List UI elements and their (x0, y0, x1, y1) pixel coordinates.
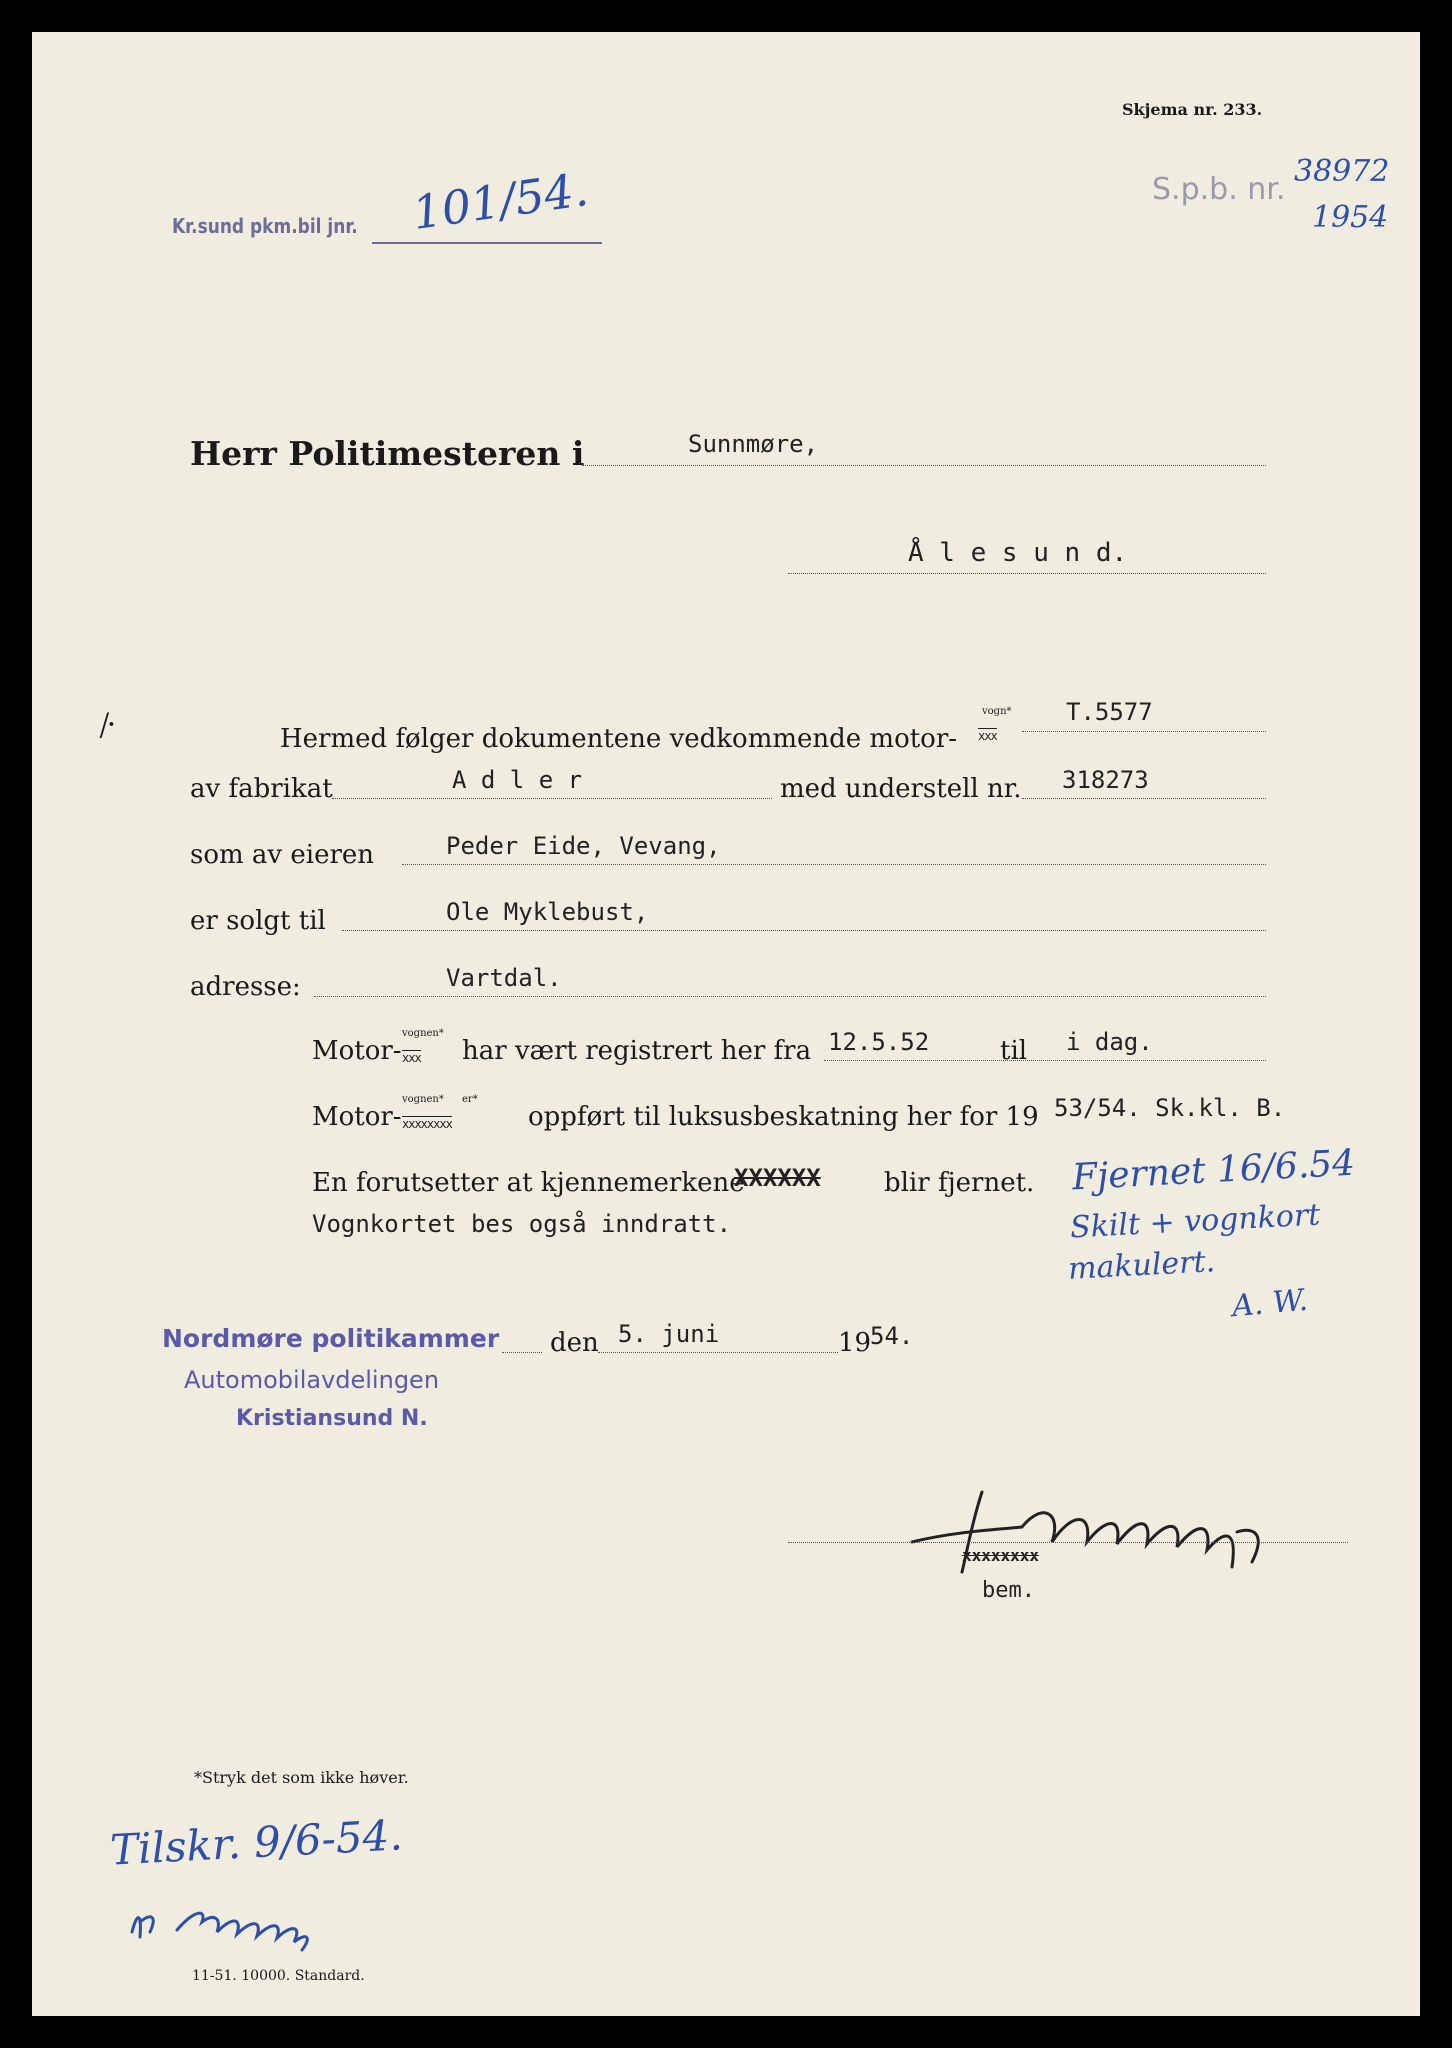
print-info: 11-51. 10000. Standard. (192, 1968, 365, 1984)
make-label: av fabrikat (190, 774, 333, 804)
signature-line (788, 1542, 1348, 1543)
luxury-above: vognen* (402, 1094, 444, 1105)
document-page (32, 32, 1420, 2016)
registered-text: har vært registrert her fra (462, 1036, 812, 1066)
handwritten-note-line-3: makulert. (1067, 1244, 1216, 1287)
address-value: Vartdal. (446, 964, 562, 992)
plates-text-2: blir fjernet. (884, 1168, 1035, 1198)
date-pre-line (502, 1352, 542, 1353)
plates-text-1: En forutsetter at kjennemerkene (312, 1168, 745, 1198)
date-label: den (550, 1328, 599, 1358)
handwritten-note-line-1: Fjernet 16/6.54 (1071, 1142, 1357, 1199)
make-line (332, 798, 772, 799)
chassis-number: 318273 (1062, 766, 1149, 794)
spb-stamp-label: S.p.b. nr. (1152, 172, 1286, 207)
vehicle-struck: xxx (978, 729, 997, 743)
luxury-struck: xxxxxxxx (402, 1117, 452, 1131)
salutation: Herr Politimesteren i (190, 434, 585, 473)
registered-prefix: Motor- (312, 1036, 402, 1066)
stamp-line-1: Nordmøre politikammer (162, 1324, 500, 1353)
address-label: adresse: (190, 972, 301, 1002)
margin-mark: ⁄· (97, 706, 121, 745)
address-line (314, 996, 1266, 997)
buyer-value: Ole Myklebust, (446, 898, 649, 926)
recipient-district: Sunnmøre, (688, 430, 819, 458)
handwritten-note-line-2: Skilt + vognkort (1069, 1197, 1322, 1246)
luxury-text: oppført til luksusbeskatning her for 19 (528, 1102, 1039, 1132)
signature-struck-title: xxxxxxxx (962, 1546, 1040, 1565)
journal-stamp-label: Kr.sund pkm.bil jnr. (172, 214, 358, 238)
owner-label: som av eieren (190, 840, 375, 870)
chassis-label: med understell nr. (780, 774, 1022, 804)
footnote: *Stryk det som ikke høver. (194, 1768, 409, 1787)
registration-number: T.5577 (1066, 698, 1153, 726)
owner-line (402, 864, 1266, 865)
spb-year: 1954 (1312, 200, 1389, 235)
date-value: 5. juni (618, 1320, 720, 1348)
journal-number: 101/54. (409, 161, 592, 241)
luxury-above-2: er* (462, 1094, 478, 1105)
recipient-city: Å l e s u n d. (908, 538, 1128, 568)
district-line (582, 465, 1266, 466)
registered-from: 12.5.52 (828, 1028, 930, 1056)
spb-number: 38972 (1294, 154, 1390, 189)
year-prefix: 19 (838, 1328, 872, 1358)
plates-struck: XXXXXX (734, 1164, 821, 1192)
intro-text: Hermed følger dokumentene vedkommende motor- (280, 724, 958, 754)
registered-til-label: til (1000, 1036, 1028, 1066)
signature-title: bem. (982, 1578, 1035, 1603)
card-text: Vognkortet bes også inndratt. (312, 1210, 732, 1238)
year-suffix: 54. (870, 1322, 914, 1350)
sold-label: er solgt til (190, 906, 326, 936)
luxury-prefix: Motor- (312, 1102, 402, 1132)
city-line (788, 573, 1266, 574)
journal-line (372, 242, 602, 244)
stamp-line-2: Automobilavdelingen (184, 1366, 440, 1394)
make-value: A d l e r (452, 766, 583, 794)
handwritten-tilskr: Tilskr. 9/6-54. (108, 1810, 404, 1875)
owner-value: Peder Eide, Vevang, (446, 832, 721, 860)
date-line (598, 1352, 838, 1353)
stamp-line-3: Kristiansund N. (236, 1406, 428, 1431)
registered-above: vognen* (402, 1028, 444, 1039)
handwritten-signature (872, 1472, 1372, 1592)
regnr-line (1022, 731, 1266, 732)
luxury-years: 53/54. Sk.kl. B. (1054, 1094, 1286, 1122)
handwritten-initials: A. W. (1230, 1282, 1310, 1325)
registered-struck: xxx (402, 1051, 421, 1065)
chassis-line (1022, 798, 1266, 799)
registered-to: i dag. (1066, 1028, 1153, 1056)
vehicle-type-above: vogn* (982, 706, 1012, 717)
buyer-line (342, 930, 1266, 931)
registered-line (824, 1060, 1266, 1061)
form-number: Skjema nr. 233. (1122, 100, 1263, 119)
handwritten-initials-signature (122, 1892, 422, 1952)
